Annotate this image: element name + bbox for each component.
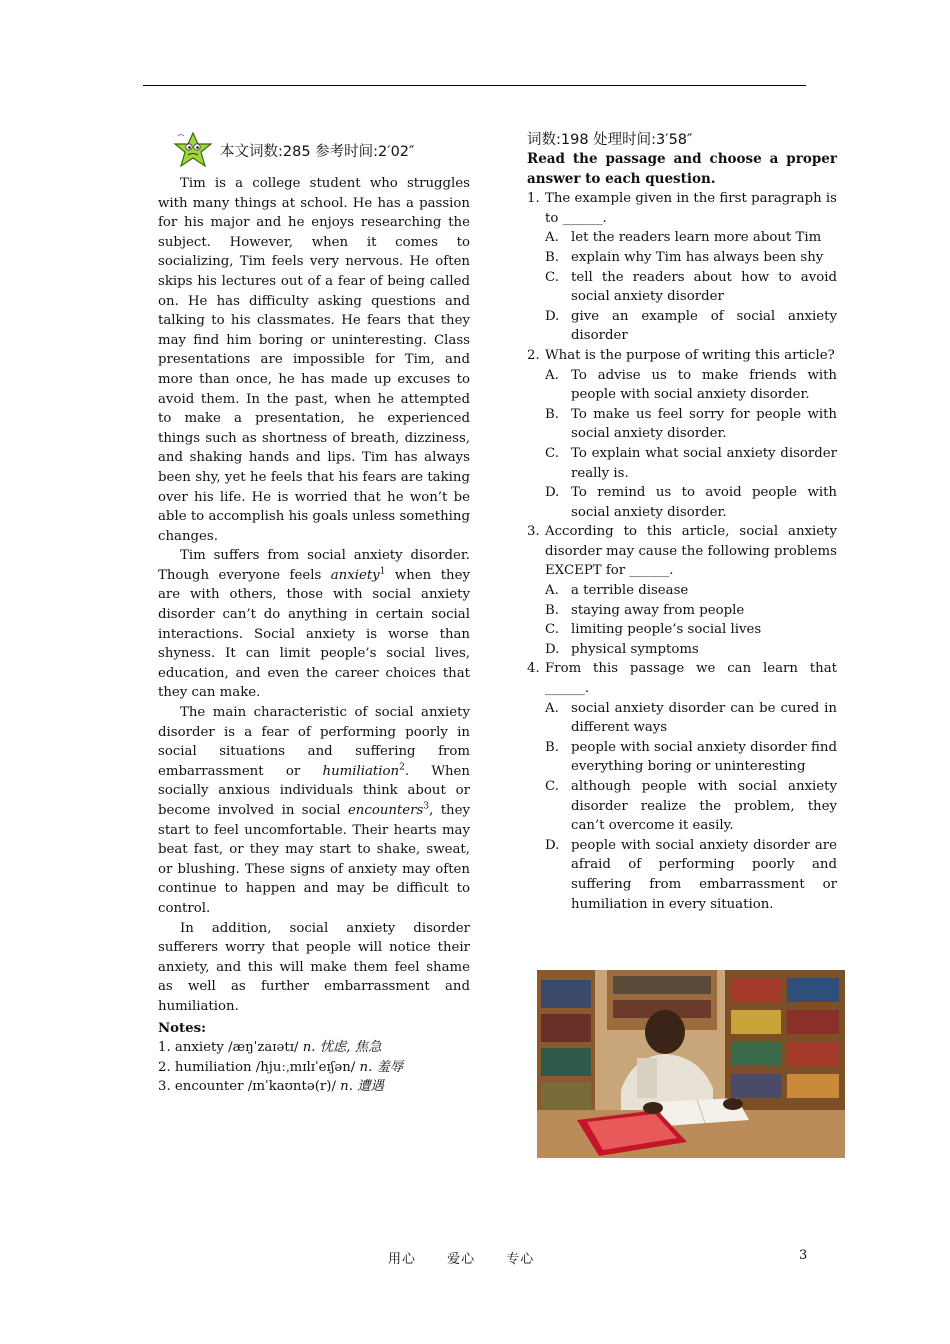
star-mascot-icon: [170, 131, 216, 169]
option: D. To remind us to avoid people with social anxiety disorder.: [545, 485, 837, 520]
question-2: 2. What is the purpose of writing this article? A. To advise us to make friends with people with social anxiety disorder. B. To make us feel sorry for people with social anxiety disorder. C. To explain what social anxiety disorder really is. D. To remind us to avoid people with social anxiety disorder.: [527, 346, 837, 522]
page-number: 3: [799, 1248, 808, 1263]
question-3: 3. According to this article, social anxiety disorder may cause the following problems EXCEPT for ______. A. a terrible disease B. staying away from people C. limiting people’s social lives D. physical symptoms: [527, 522, 837, 659]
option: D. physical symptoms: [545, 641, 699, 657]
option: D. people with social anxiety disorder are afraid of performing poorly and suffering from embarrassment or humiliation in every situation.: [545, 837, 837, 912]
option: A. a terrible disease: [545, 583, 689, 599]
left-header: [158, 132, 470, 168]
option: C. although people with social anxiety disorder realize the problem, they can’t overcome it easily.: [545, 779, 837, 834]
top-rule: [143, 85, 806, 86]
glossed-word-humiliation: humiliation: [322, 763, 400, 779]
left-header-text: 本文词数:285 参考时间:2′02″: [220, 143, 415, 160]
notes-section: [158, 1019, 470, 1097]
paragraph-4: In addition, social anxiety disorder sufferers worry that people will notice their anxiety, and this will make them feel shame as well as further embarrassment and humiliation.: [158, 920, 470, 1014]
right-column: [527, 132, 837, 914]
notes-title: Notes:: [158, 1020, 207, 1036]
instruction: Read the passage and choose a proper answer to each question.: [527, 151, 837, 187]
option: B. explain why Tim has always been shy: [545, 249, 824, 265]
option: A. let the readers learn more about Tim: [545, 230, 822, 246]
question-1: 1. The example given in the first paragraph is to ______. A. let the readers learn more about Tim B. explain why Tim has always been shy C. tell the readers about how to avoid social anxiety disorder D. give an example of social anxiety disorder: [527, 189, 837, 346]
note-item: 1. anxiety /æŋˈzaɪətɪ/ n. 忧虑, 焦急: [158, 1040, 382, 1056]
option: C. To explain what social anxiety disorder really is.: [545, 445, 837, 481]
paragraph-3: The main characteristic of social anxiety disorder is a fear of performing poorly in social situations and suffering from embarrassment or humiliation$^2$. When socially anxious individuals think about or become involved in social encounters$^3$, they start to feel uncomfortable. Their hearts may beat fast, or they may start to shake, sweat, or blushing. These signs of anxiety may often continue to happen and may be difficult to control.: [158, 705, 470, 916]
option: B. staying away from people: [545, 602, 745, 618]
glossed-word-anxiety: anxiety: [330, 567, 380, 583]
option: B. To make us feel sorry for people with social anxiety disorder.: [545, 406, 837, 442]
note-item: 2. humiliation /hjuːˌmɪlɪˈeɪʃən/ n. 羞辱: [158, 1059, 404, 1075]
option: C. tell the readers about how to avoid social anxiety disorder: [545, 269, 837, 305]
left-column: [158, 132, 470, 1097]
paragraph-1: Tim is a college student who struggles with many things at school. He has a passion for his major and he enjoys researching the subject. However, when it comes to socializing, Tim feels very nervous. He often skips his lectures out of a fear of being called on. He has difficulty asking questions and talking to his classmates. He fears that they may find him boring or uninteresting. Class presentations are impossible for Tim, and more than once, he has made up excuses to avoid them. In the past, when he attempted to make a presentation, he experienced things such as shortness of breath, dizziness, and shaking hands and lips. Tim has always been shy, yet he feels that his fears are taking over his life. He is worried that he won’t be able to accomplish his goals unless something changes.: [158, 176, 470, 544]
glossed-word-encounters: encounters: [347, 803, 424, 818]
paragraph-2: Tim suffers from social anxiety disorder. Though everyone feels anxiety$^1$ when they are with others, those with social anxiety disorder can’t do anything in certain social interactions. Social anxiety is worse than shyness. It can limit people’s social lives, education, and even the career choices that they can make.: [158, 548, 470, 701]
option: A. social anxiety disorder can be cured in different ways: [545, 700, 837, 736]
footer-motto: 用心 爱心 专心: [388, 1252, 535, 1267]
question-4: 4. From this passage we can learn that ______. A. social anxiety disorder can be cured in different ways B. people with social anxiety disorder find everything boring or uninteresting C. although people with social anxiety disorder realize the problem, they can’t overcome it easily. D. people with social anxiety disorder are afraid of performing poorly and suffering from embarrassment or humiliation in every situation.: [527, 659, 837, 914]
library-student-photo: [537, 970, 845, 1158]
option: A. To advise us to make friends with people with social anxiety disorder.: [545, 367, 837, 403]
option: B. people with social anxiety disorder find everything boring or uninteresting: [545, 739, 838, 775]
option: D. give an example of social anxiety disorder: [545, 308, 837, 344]
note-item: 3. encounter /ɪnˈkaʊntə(r)/ n. 遭遇: [158, 1079, 384, 1095]
option: C. limiting people’s social lives: [545, 622, 762, 638]
right-header: 词数:198 处理时间:3′58″: [527, 132, 693, 148]
